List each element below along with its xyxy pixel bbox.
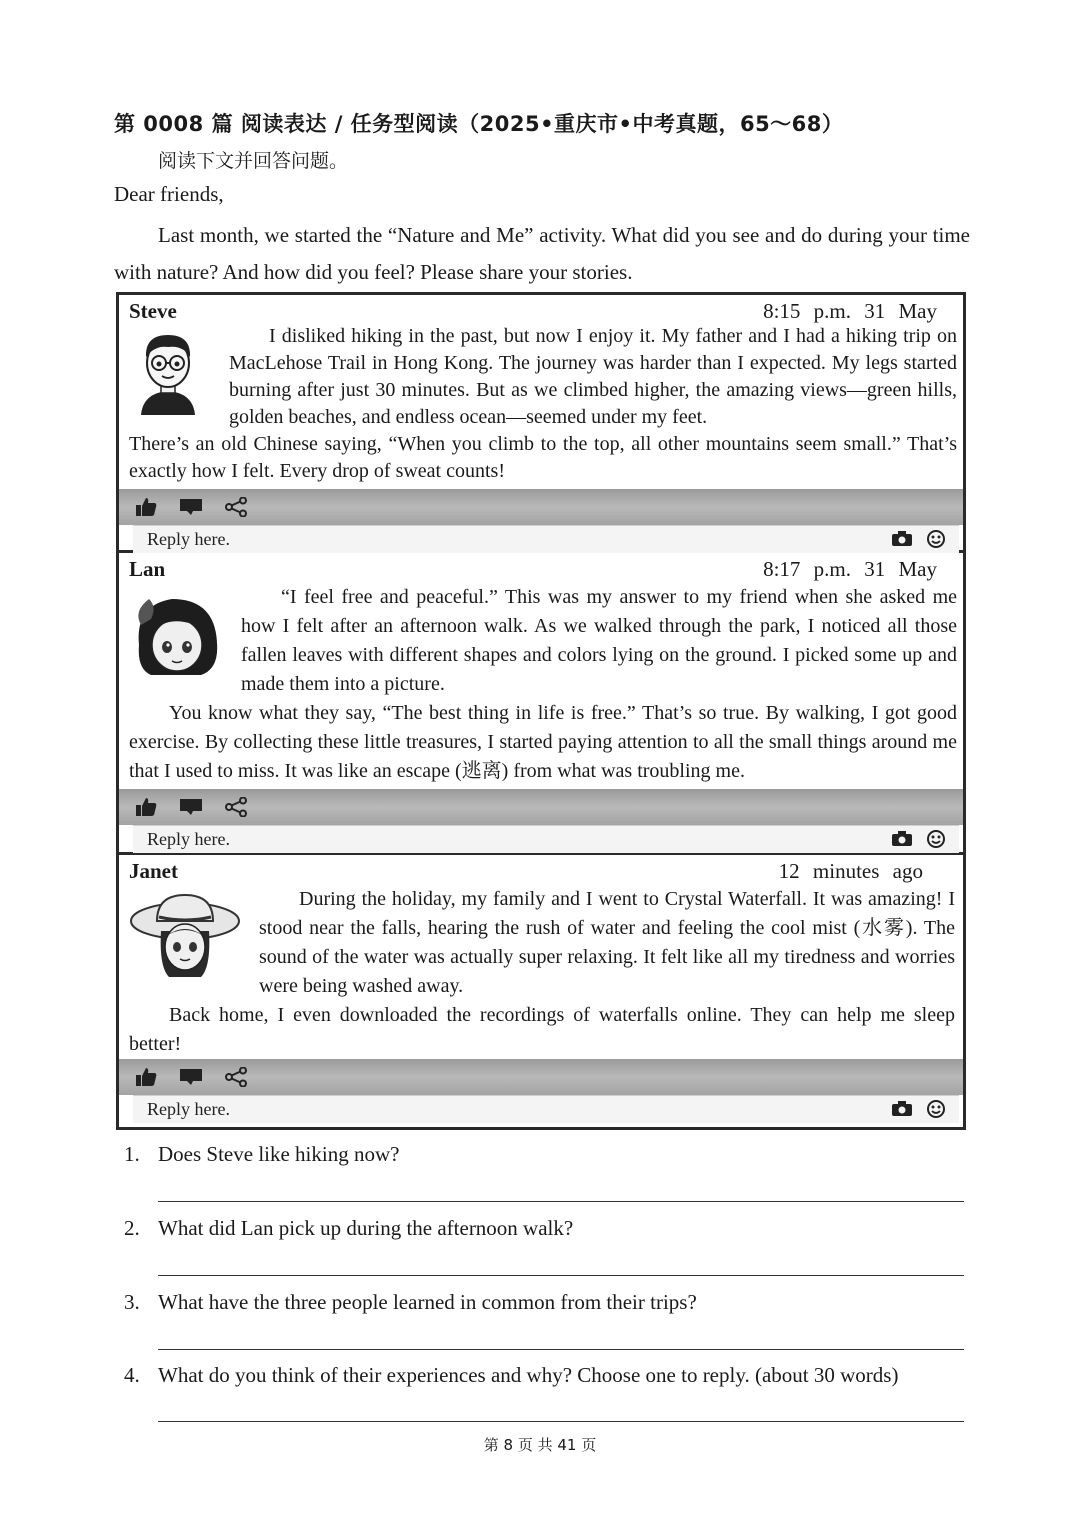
post-body [129,323,957,485]
post-paragraph: Back home, I even downloaded the recordings of waterfalls online. They can help me sleep better! [129,1004,955,1055]
posts-panel [116,292,966,1130]
share-icon[interactable] [225,497,247,517]
answer-line-4[interactable] [158,1421,964,1422]
post-action-bar [119,1059,963,1095]
question-number: 2. [124,1216,140,1240]
post-time: 8:17 p.m. 31 May [763,557,937,581]
post-lan [119,553,963,855]
post-paragraph: There’s an old Chinese saying, “When you climb to the top, all other mountains seem small.” That’s exactly how I felt. Every drop of sweat counts! [129,433,957,482]
post-author: Janet [129,859,178,883]
camera-icon[interactable] [891,831,913,847]
comment-icon[interactable] [179,498,203,516]
thumbs-up-icon[interactable] [135,797,157,817]
post-body [129,885,955,1059]
instruction: 阅读下文并回答问题。 [158,150,349,172]
post-time: 8:15 p.m. 31 May [763,299,937,323]
post-time: 12 minutes ago [778,859,923,883]
emoji-icon[interactable] [927,830,945,848]
post-body [129,583,957,786]
post-author: Lan [129,557,166,581]
intro-paragraph: Last month, we started the “Nature and Me” activity. What did you see and do during your time with nature? And how did you feel? Please share your stories. [114,223,970,284]
share-icon[interactable] [225,1067,247,1087]
post-paragraph: During the holiday, my family and I went to Crystal Waterfall. It was amazing! I stood near the falls, hearing the rush of water and feeling the cool mist (水雾). The sound of the water was actually super relaxing. It felt like all my tiredness and worries were being washed away. [259,888,955,997]
page-header: 第 0008 篇 阅读表达 / 任务型阅读（2025•重庆市•中考真题，65～68） [114,112,844,136]
question-3 [124,1290,697,1315]
question-number: 1. [124,1142,140,1166]
reply-input[interactable]: Reply here. [147,1099,230,1119]
question-4 [124,1363,898,1388]
share-icon[interactable] [225,797,247,817]
post-action-bar [119,489,963,525]
emoji-icon[interactable] [927,530,945,548]
post-steve [119,295,963,553]
question-number: 4. [124,1363,140,1387]
camera-icon[interactable] [891,531,913,547]
question-number: 3. [124,1290,140,1314]
post-paragraph: I disliked hiking in the past, but now I enjoy it. My father and I had a hiking trip on MacLehose Trail in Hong Kong. The journey was harder than I expected. My legs started burning after just 30 minutes. But as we climbed higher, the amazing views—green hills, golden beaches, and endless ocean—seemed under my feet. [229,325,957,428]
post-action-bar [119,789,963,825]
reply-box[interactable] [133,1095,959,1123]
emoji-icon[interactable] [927,1100,945,1118]
post-paragraph: You know what they say, “The best thing in life is free.” That’s so true. By walking, I got good exercise. By collecting these little treasures, I started paying attention to all the small things around me that I used to miss. It was like an escape (逃离) from what was troubling me. [129,702,957,782]
answer-line-2[interactable] [158,1275,964,1276]
question-1 [124,1142,399,1167]
post-author: Steve [129,299,177,323]
question-text: What have the three people learned in common from their trips? [158,1290,697,1314]
answer-line-3[interactable] [158,1349,964,1350]
reply-input[interactable]: Reply here. [147,529,230,549]
thumbs-up-icon[interactable] [135,497,157,517]
camera-icon[interactable] [891,1101,913,1117]
post-janet [119,855,963,1127]
reply-input[interactable]: Reply here. [147,829,230,849]
answer-line-1[interactable] [158,1201,964,1202]
question-2 [124,1216,573,1241]
question-text: What do you think of their experiences and why? Choose one to reply. (about 30 words) [158,1363,899,1387]
question-text: Does Steve like hiking now? [158,1142,400,1166]
page-footer: 第 8 页 共 41 页 [483,1436,597,1454]
reply-box[interactable] [133,525,959,553]
thumbs-up-icon[interactable] [135,1067,157,1087]
reply-box[interactable] [133,825,959,853]
greeting: Dear friends, [114,182,224,206]
post-paragraph: “I feel free and peaceful.” This was my answer to my friend when she asked me how I felt after an afternoon walk. As we walked through the park, I noticed all those fallen leaves with different shapes and colors lying on the ground. I picked some up and made them into a picture. [241,586,957,695]
comment-icon[interactable] [179,1068,203,1086]
comment-icon[interactable] [179,798,203,816]
question-text: What did Lan pick up during the afternoon walk? [158,1216,574,1240]
